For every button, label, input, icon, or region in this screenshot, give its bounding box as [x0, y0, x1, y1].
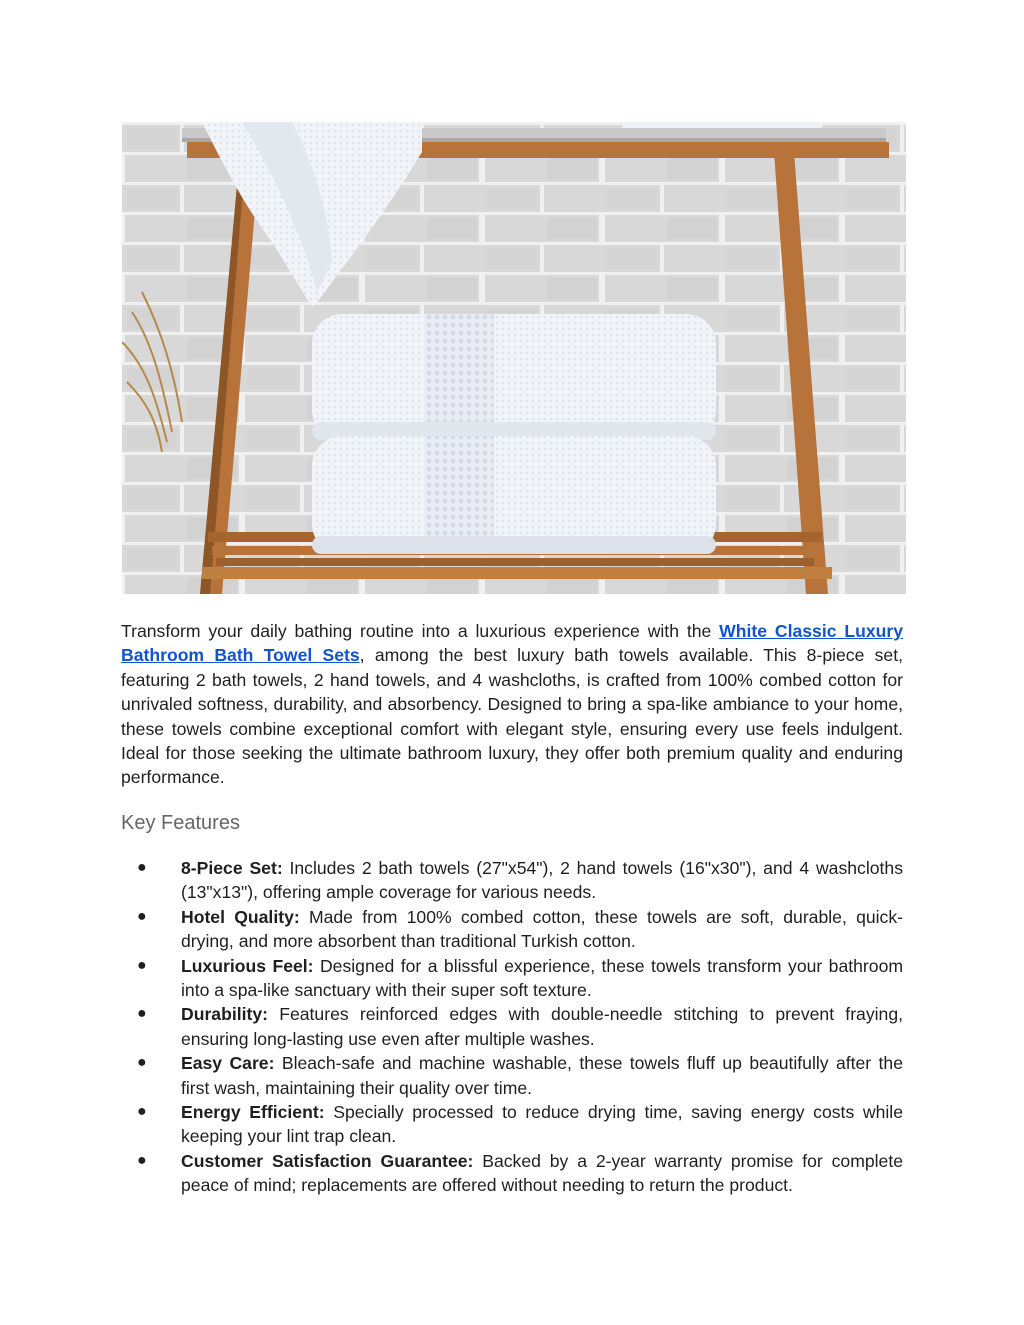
feature-text: Bleach-safe and machine washable, these towels fluff up beautifully after the first wash, maintaining their quality over time.	[181, 1053, 903, 1098]
list-item	[121, 905, 903, 954]
feature-text: Features reinforced edges with double-needle stitching to prevent fraying, ensuring long-lasting use even after multiple washes.	[181, 1004, 903, 1049]
list-item	[121, 954, 903, 1003]
bullet-icon: ●	[137, 1054, 147, 1072]
towel-stack-photo	[122, 122, 906, 594]
list-item	[121, 1051, 903, 1100]
product-photo	[122, 122, 906, 594]
feature-text: Designed for a blissful experience, these towels transform your bathroom into a spa-like sanctuary with their super soft texture.	[181, 955, 904, 1001]
bullet-icon: ●	[137, 1005, 147, 1023]
feature-text: Specially processed to reduce drying time, saving energy costs while keeping your lint trap clean.	[181, 1102, 903, 1147]
bullet-icon: ●	[137, 956, 147, 974]
feature-label: Hotel Quality:	[181, 906, 300, 927]
feature-label: Energy Efficient:	[181, 1102, 325, 1123]
feature-label: Easy Care:	[181, 1053, 275, 1074]
list-item	[121, 1149, 903, 1198]
key-features-heading: Key Features	[121, 812, 240, 834]
intro-text-before-link: Transform your daily bathing routine into a luxurious experience with the	[121, 621, 720, 641]
product-link[interactable]: White Classic Luxury Bathroom Bath Towel Sets	[121, 621, 903, 666]
feature-text: Includes 2 bath towels (27"x54"), 2 hand towels (16"x30"), and 4 washcloths (13"x13"), offering ample coverage for various needs.	[181, 858, 903, 903]
feature-label: Customer Satisfaction Guarantee:	[181, 1150, 474, 1171]
feature-text: Made from 100% combed cotton, these towels are soft, durable, quick-drying, and more absorbent than traditional Turkish cotton.	[181, 906, 903, 952]
features-list	[121, 856, 903, 1198]
intro-paragraph	[121, 619, 903, 790]
list-item	[121, 1100, 903, 1149]
feature-text: Backed by a 2-year warranty promise for complete peace of mind; replacements are offered without needing to return the product.	[181, 1150, 904, 1196]
bullet-icon: ●	[137, 1151, 147, 1169]
feature-label: Luxurious Feel:	[181, 955, 314, 976]
list-item	[121, 1002, 903, 1051]
feature-label: 8-Piece Set:	[181, 858, 283, 878]
feature-label: Durability:	[181, 1004, 268, 1025]
list-item	[121, 856, 903, 905]
bullet-icon: ●	[137, 907, 147, 925]
bullet-icon: ●	[137, 859, 147, 876]
intro-text-after-link: , among the best luxury bath towels available. This 8-piece set, featuring 2 bath towels, 2 hand towels, and 4 washcloths, is crafted from 100% combed cotton for unrivaled softness, durability, and absorbency. Designed to bring a spa-like ambiance to your home, these towels combine exceptional comfort with elegant style, ensuring every use feels indulgent. Ideal for those seeking the ultimate bathroom luxury, they offer both premium quality and enduring performance.	[121, 645, 903, 788]
bullet-icon: ●	[137, 1103, 147, 1121]
